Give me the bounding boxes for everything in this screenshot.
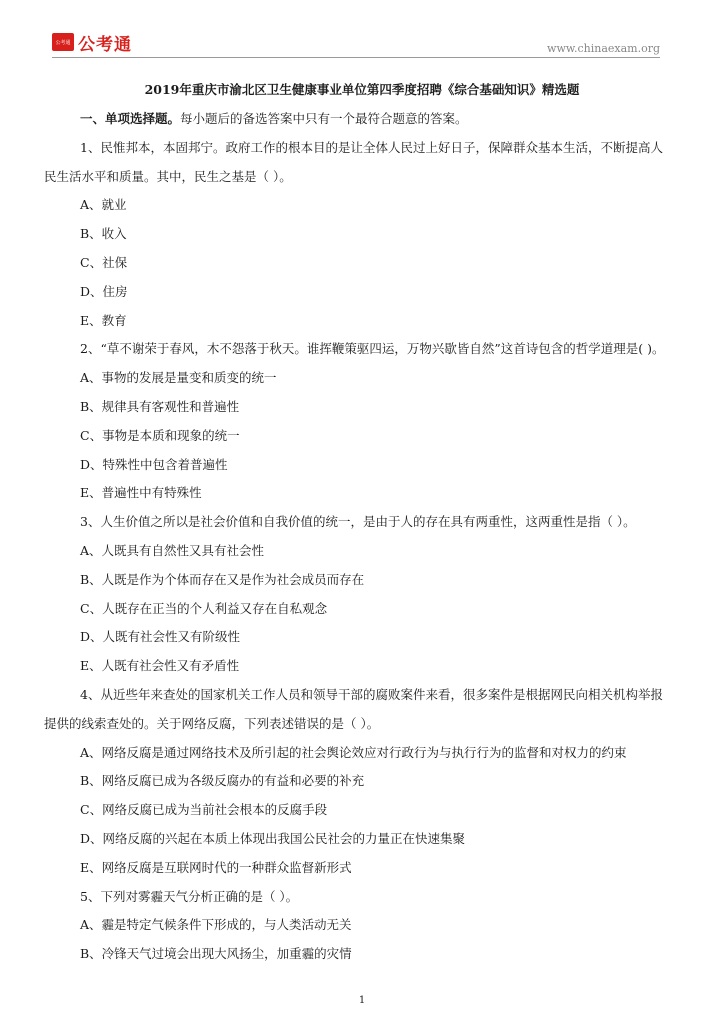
- answer-option: B、规律具有客观性和普遍性: [80, 398, 240, 414]
- question-stem: 2、“草不谢荣于春风，木不怨落于秋天。谁挥鞭策驱四运，万物兴歇皆自然”这首诗包含的哲学道理是( )。: [80, 341, 665, 357]
- answer-option: B、网络反腐已成为各级反腐办的有益和必要的补充: [80, 773, 365, 789]
- answer-option: A、事物的发展是量变和质变的统一: [80, 370, 277, 386]
- answer-option: C、社保: [80, 254, 128, 270]
- answer-option: D、网络反腐的兴起在本质上体现出我国公民社会的力量正在快速集聚: [80, 830, 466, 846]
- question-stem-continuation: 民生活水平和质量。其中，民生之基是（ ）。: [44, 168, 292, 184]
- answer-option: C、人既存在正当的个人利益又存在自私观念: [80, 600, 328, 616]
- answer-option: B、冷锋天气过境会出现大风扬尘，加重霾的灾情: [80, 946, 352, 962]
- answer-option: A、霾是特定气候条件下形成的，与人类活动无关: [80, 917, 352, 933]
- answer-option: E、普遍性中有特殊性: [80, 485, 202, 501]
- answer-option: C、事物是本质和现象的统一: [80, 427, 240, 443]
- answer-option: E、教育: [80, 312, 127, 328]
- question-stem: 1、民惟邦本，本固邦宁。政府工作的根本目的是让全体人民过上好日子，保障群众基本生活，不断提高人: [80, 139, 663, 155]
- answer-option: A、网络反腐是通过网络技术及所引起的社会舆论效应对行政行为与执行行为的监督和对权力的约束: [80, 744, 627, 760]
- answer-option: D、人既有社会性又有阶级性: [80, 629, 241, 645]
- logo: [52, 30, 132, 54]
- header-divider: [52, 57, 660, 58]
- section-heading: [44, 105, 684, 134]
- logo-text: 公考通: [78, 34, 132, 55]
- document-body: [44, 105, 684, 969]
- question-stem: 3、人生价值之所以是社会价值和自我价值的统一，是由于人的存在具有两重性，这两重性是指（ ）。: [80, 514, 636, 530]
- page-number: 1: [358, 995, 366, 1006]
- document-title: 2019年重庆市渝北区卫生健康事业单位第四季度招聘《综合基础知识》精选题: [144, 82, 580, 97]
- logo-badge-icon: 公考通: [52, 33, 74, 51]
- answer-option: A、就业: [80, 197, 127, 213]
- answer-option: D、特殊性中包含着普遍性: [80, 456, 228, 472]
- section-instruction: 每小题后的备选答案中只有一个最符合题意的答案。: [180, 111, 468, 126]
- question-stem-continuation: 提供的线索查处的。关于网络反腐，下列表述错误的是（ ）。: [44, 715, 380, 731]
- answer-option: B、收入: [80, 226, 127, 242]
- answer-option: C、网络反腐已成为当前社会根本的反腐手段: [80, 802, 328, 818]
- answer-option: D、住房: [80, 283, 128, 299]
- answer-option: E、网络反腐是互联网时代的一种群众监督新形式: [80, 859, 352, 875]
- page-header: [52, 30, 660, 60]
- section-label: 一、单项选择题。: [80, 111, 181, 126]
- site-url: www.chinaexam.org: [547, 42, 660, 55]
- question-stem: 5、下列对雾霾天气分析正确的是（ ）。: [80, 888, 299, 904]
- answer-option: B、人既是作为个体而存在又是作为社会成员而存在: [80, 571, 365, 587]
- question-stem: 4、从近些年来查处的国家机关工作人员和领导干部的腐败案件来看，很多案件是根据网民向相关机构举报: [80, 686, 663, 702]
- answer-option: E、人既有社会性又有矛盾性: [80, 658, 240, 674]
- answer-option: A、人既具有自然性又具有社会性: [80, 542, 265, 558]
